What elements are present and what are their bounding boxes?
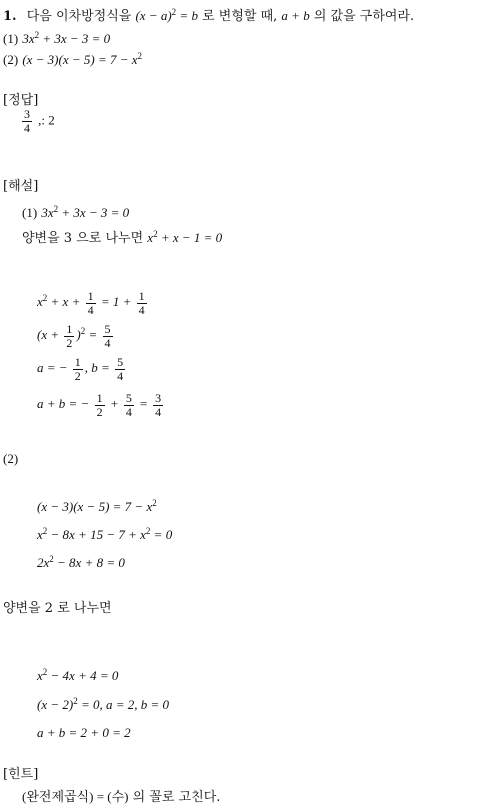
u2-b: = 0, a = 2, b = 0 <box>80 697 170 712</box>
sol-p1-rest: + 3x − 3 = 0 <box>61 205 130 220</box>
form-base: (x − a) <box>135 8 172 23</box>
step-sum <box>37 392 165 418</box>
problem-text-b: 로 변형할 때, <box>202 9 278 24</box>
s2-rhs-frac <box>103 323 113 349</box>
step-expand-2 <box>37 527 172 541</box>
s4-frac-3 <box>153 392 163 418</box>
answer-rest: ,: 2 <box>38 112 55 128</box>
s2-open: (x + <box>37 327 60 343</box>
form-rhs: = b <box>179 8 198 23</box>
part1-exp: 2 <box>34 30 40 40</box>
sol-p1-eq: 3x <box>41 205 54 220</box>
t3-a: 2x <box>37 555 50 570</box>
s3-b-num: 5 <box>117 355 124 369</box>
s1-f2-num: 1 <box>138 289 145 303</box>
sol-p1-equation <box>41 205 129 220</box>
t2-b-exp: 2 <box>145 526 151 536</box>
answer-fraction <box>22 108 32 134</box>
s2-eq: = <box>88 327 98 343</box>
divide-eq: x <box>147 230 154 245</box>
s3-b: , b = <box>84 360 110 376</box>
answer-frac-den: 4 <box>24 120 30 135</box>
step-expand-3 <box>37 555 125 569</box>
s3-a: a = − <box>37 360 68 376</box>
s1-frac-2 <box>137 290 147 316</box>
t3-exp: 2 <box>49 554 54 564</box>
part1-label: (1) <box>3 31 19 46</box>
s4-eq: = <box>139 396 148 412</box>
s4-f3-den: 4 <box>155 404 162 419</box>
s3-b-frac <box>115 356 125 382</box>
step-reduced <box>37 668 118 682</box>
step-expand-1 <box>37 499 157 513</box>
s2-f-num: 1 <box>66 322 73 336</box>
divide-by-two-text: 양변을 2 로 나누면 <box>3 601 112 616</box>
u1-b: − 4x + 4 = 0 <box>50 668 119 683</box>
problem-text-c: 의 값을 구하여라. <box>313 9 415 24</box>
s3-a-frac <box>73 356 83 382</box>
part1-equation <box>22 31 110 46</box>
hint-text-a: (완전제곱식) = (수) <box>22 789 129 804</box>
t2-c: = 0 <box>153 527 173 542</box>
sol-p1-exp: 2 <box>53 204 59 214</box>
t3-b: − 8x + 8 = 0 <box>57 555 125 570</box>
s4-plus: + <box>109 396 119 412</box>
s4-f2-den: 4 <box>125 404 132 419</box>
divide-equation <box>147 230 222 245</box>
s1-lhs: x <box>37 294 43 310</box>
s4-lhs: a + b = − <box>37 396 90 412</box>
part2-exp: 2 <box>137 51 143 61</box>
s4-f1-den: 2 <box>96 404 103 419</box>
part2-equation <box>22 52 142 67</box>
divide-exp: 2 <box>153 229 158 239</box>
s2-frac <box>64 323 74 349</box>
s1-f2-den: 4 <box>138 302 145 317</box>
hint-line <box>22 790 220 804</box>
sol-p1-label: (1) <box>22 205 38 220</box>
t2-a: x <box>37 527 43 542</box>
answer-line <box>20 108 55 134</box>
part2-label: (2) <box>3 52 19 67</box>
step-factored <box>37 697 169 711</box>
s3-a-num: 1 <box>74 355 81 369</box>
problem-form <box>135 8 197 23</box>
t1-exp: 2 <box>152 498 157 508</box>
problem-part-2 <box>3 52 142 67</box>
s4-f1-num: 1 <box>96 391 103 405</box>
s2-f-den: 2 <box>66 335 73 350</box>
s3-a-den: 2 <box>74 368 81 383</box>
problem-number: 1. <box>3 9 17 24</box>
s2-exp: 2 <box>80 326 86 337</box>
t1: (x − 3)(x − 5) = 7 − x <box>37 499 153 514</box>
problem-ab: a + b <box>281 8 310 23</box>
step-values <box>37 356 127 382</box>
s3-b-den: 4 <box>117 368 124 383</box>
solution-part-1 <box>22 205 129 220</box>
s2-r-den: 4 <box>104 335 111 350</box>
u1-exp: 2 <box>42 667 48 677</box>
s2-close: ) <box>76 327 81 343</box>
t2-a-exp: 2 <box>42 526 48 536</box>
problem-text-a: 다음 이차방정식을 <box>26 9 132 24</box>
step-final-sum: a + b = 2 + 0 = 2 <box>37 725 131 740</box>
s4-f2-num: 5 <box>125 391 132 405</box>
s1-f1-den: 4 <box>87 302 94 317</box>
s4-f3-num: 3 <box>155 391 162 405</box>
solution-part-2-label: (2) <box>3 451 19 466</box>
part1-rest: + 3x − 3 = 0 <box>42 31 111 46</box>
s4-frac-2 <box>124 392 134 418</box>
s1-exp: 2 <box>42 293 48 304</box>
problem-part-1 <box>3 31 110 46</box>
step-complete-square <box>37 290 149 316</box>
s2-r-num: 5 <box>104 322 111 336</box>
part2-eq: (x − 3)(x − 5) = 7 − x <box>22 52 138 67</box>
s1-frac-1 <box>86 290 96 316</box>
s1-mid: + x + <box>50 294 81 310</box>
s1-eq: = 1 + <box>100 294 132 310</box>
problem-statement <box>3 8 414 23</box>
u2-a: (x − 2) <box>37 697 74 712</box>
divide-rest: + x − 1 = 0 <box>160 230 223 245</box>
step-square-form <box>37 323 115 349</box>
divide-text: 양변을 3 으로 나누면 <box>22 231 144 246</box>
u1-a: x <box>37 668 43 683</box>
answer-frac-num: 3 <box>24 107 30 121</box>
hint-heading: [힌트] <box>3 767 39 782</box>
part1-eq: 3x <box>22 31 35 46</box>
s4-frac-1 <box>95 392 105 418</box>
hint-text-b: 의 꼴로 고친다. <box>132 790 221 805</box>
s1-f1-num: 1 <box>87 289 94 303</box>
solution-divide-line <box>22 230 222 245</box>
solution-heading: [해설] <box>3 179 39 194</box>
answer-heading: [정답] <box>3 93 39 108</box>
u2-exp: 2 <box>73 696 78 706</box>
form-exp: 2 <box>171 7 177 17</box>
t2-b: − 8x + 15 − 7 + x <box>50 527 146 542</box>
